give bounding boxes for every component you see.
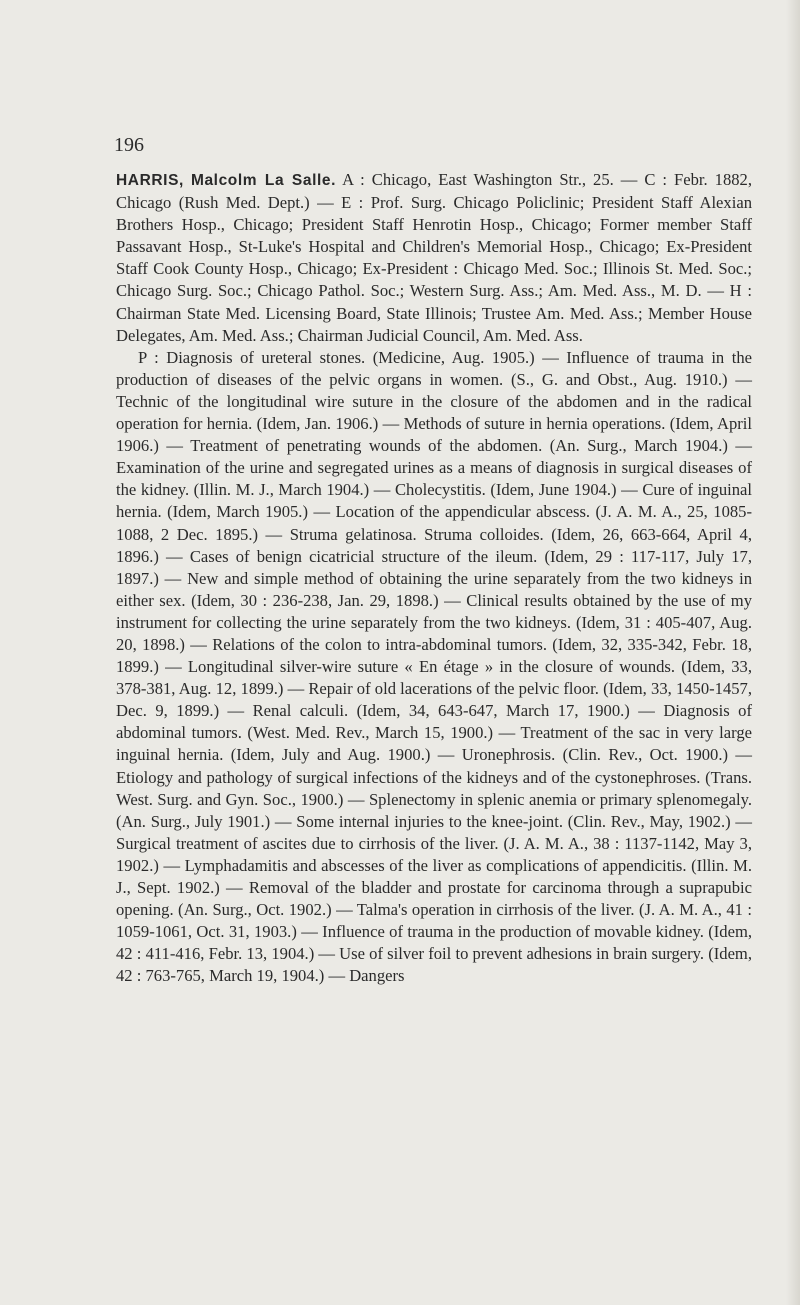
entry-given-names: Malcolm La Salle. (190, 172, 337, 189)
biographical-entry (116, 169, 752, 987)
entry-biography-paragraph (116, 169, 752, 347)
entry-surname: HARRIS, (116, 172, 184, 189)
page-number: 196 (114, 134, 144, 156)
entry-publications-paragraph: P : Diagnosis of ureteral stones. (Medicine, Aug. 1905.) — Influence of trauma in the production of diseases of the pelvic organs in women. (S., G. and Obst., Aug. 1910.) — Technic of the longitudinal wire suture in the closure of the abdomen and in the radical operation for hernia. (Idem, Jan. 1906.) — Methods of suture in hernia operations. (Idem, April 1906.) — Treatment of penetrating wounds of the abdomen. (An. Surg., March 1904.) — Examination of the urine and segregated urines as a means of diagnosis in surgical diseases of the kidney. (Illin. M. J., March 1904.) — Cholecystitis. (Idem, June 1904.) — Cure of inguinal hernia. (Idem, March 1905.) — Location of the appendicular abscess. (J. A. M. A., 25, 1085-1088, 2 Dec. 1895.) — Struma gelatinosa. Struma colloides. (Idem, 26, 663-664, April 4, 1896.) — Cases of benign cicatricial structure of the ileum. (Idem, 29 : 117-117, July 17, 1897.) — New and simple method of obtaining the urine separately from the two kidneys in either sex. (Idem, 30 : 236-238, Jan. 29, 1898.) — Clinical results obtained by the use of my instrument for collecting the urine separately from the two kidneys. (Idem, 31 : 405-407, Aug. 20, 1898.) — Relations of the colon to intra-abdominal tumors. (Idem, 32, 335-342, Febr. 18, 1899.) — Longitudinal silver-wire suture « En étage » in the closure of wounds. (Idem, 33, 378-381, Aug. 12, 1899.) — Repair of old lacerations of the pelvic floor. (Idem, 33, 1450-1457, Dec. 9, 1899.) — Renal calculi. (Idem, 34, 643-647, March 17, 1900.) — Diagnosis of abdominal tumors. (West. Med. Rev., March 15, 1900.) — Treatment of the sac in very large inguinal hernia. (Idem, July and Aug. 1900.) — Uronephrosis. (Clin. Rev., Oct. 1900.) — Etiology and pathology of surgical infections of the kidneys and of the cystonephroses. (Trans. West. Surg. and Gyn. Soc., 1900.) — Splenectomy in splenic anemia or primary splenomegaly. (An. Surg., July 1901.) — Some internal injuries to the knee-joint. (Clin. Rev., May, 1902.) — Surgical treatment of ascites due to cirrhosis of the liver. (J. A. M. A., 38 : 1137-1142, May 3, 1902.) — Lymphadamitis and abscesses of the liver as complications of appendicitis. (Illin. M. J., Sept. 1902.) — Removal of the bladder and prostate for carcinoma through a suprapubic opening. (An. Surg., Oct. 1902.) — Talma's operation in cirrhosis of the liver. (J. A. M. A., 41 : 1059-1061, Oct. 31, 1903.) — Influence of trauma in the production of movable kidney. (Idem, 42 : 411-416, Febr. 13, 1904.) — Use of silver foil to prevent adhesions in brain surgery. (Idem, 42 : 763-765, March 19, 1904.) — Dangers (116, 347, 752, 986)
page-edge-shadow (786, 0, 800, 1305)
entry-biography-text: A : Chicago, East Washington Str., 25. — C : Febr. 1882, Chicago (Rush Med. Dept.) — E : Prof. Surg. Chicago Policlinic; President Staff Alexian Brothers Hosp., Chicago; President Staff Henrotin Hosp., Chicago; Former member Staff Passavant Hosp., St-Luke's Hospital and Children's Memorial Hosp., Chicago; Ex-President Staff Cook County Hosp., Chicago; Ex-President : Chicago Med. Soc.; Illinois St. Med. Soc.; Chicago Surg. Soc.; Chicago Pathol. Soc.; Western Surg. Ass.; Am. Med. Ass., M. D. — H : Chairman State Med. Licensing Board, State Illinois; Trustee Am. Med. Ass.; Member House Delegates, Am. Med. Ass.; Chairman Judicial Council, Am. Med. Ass. (116, 170, 752, 345)
